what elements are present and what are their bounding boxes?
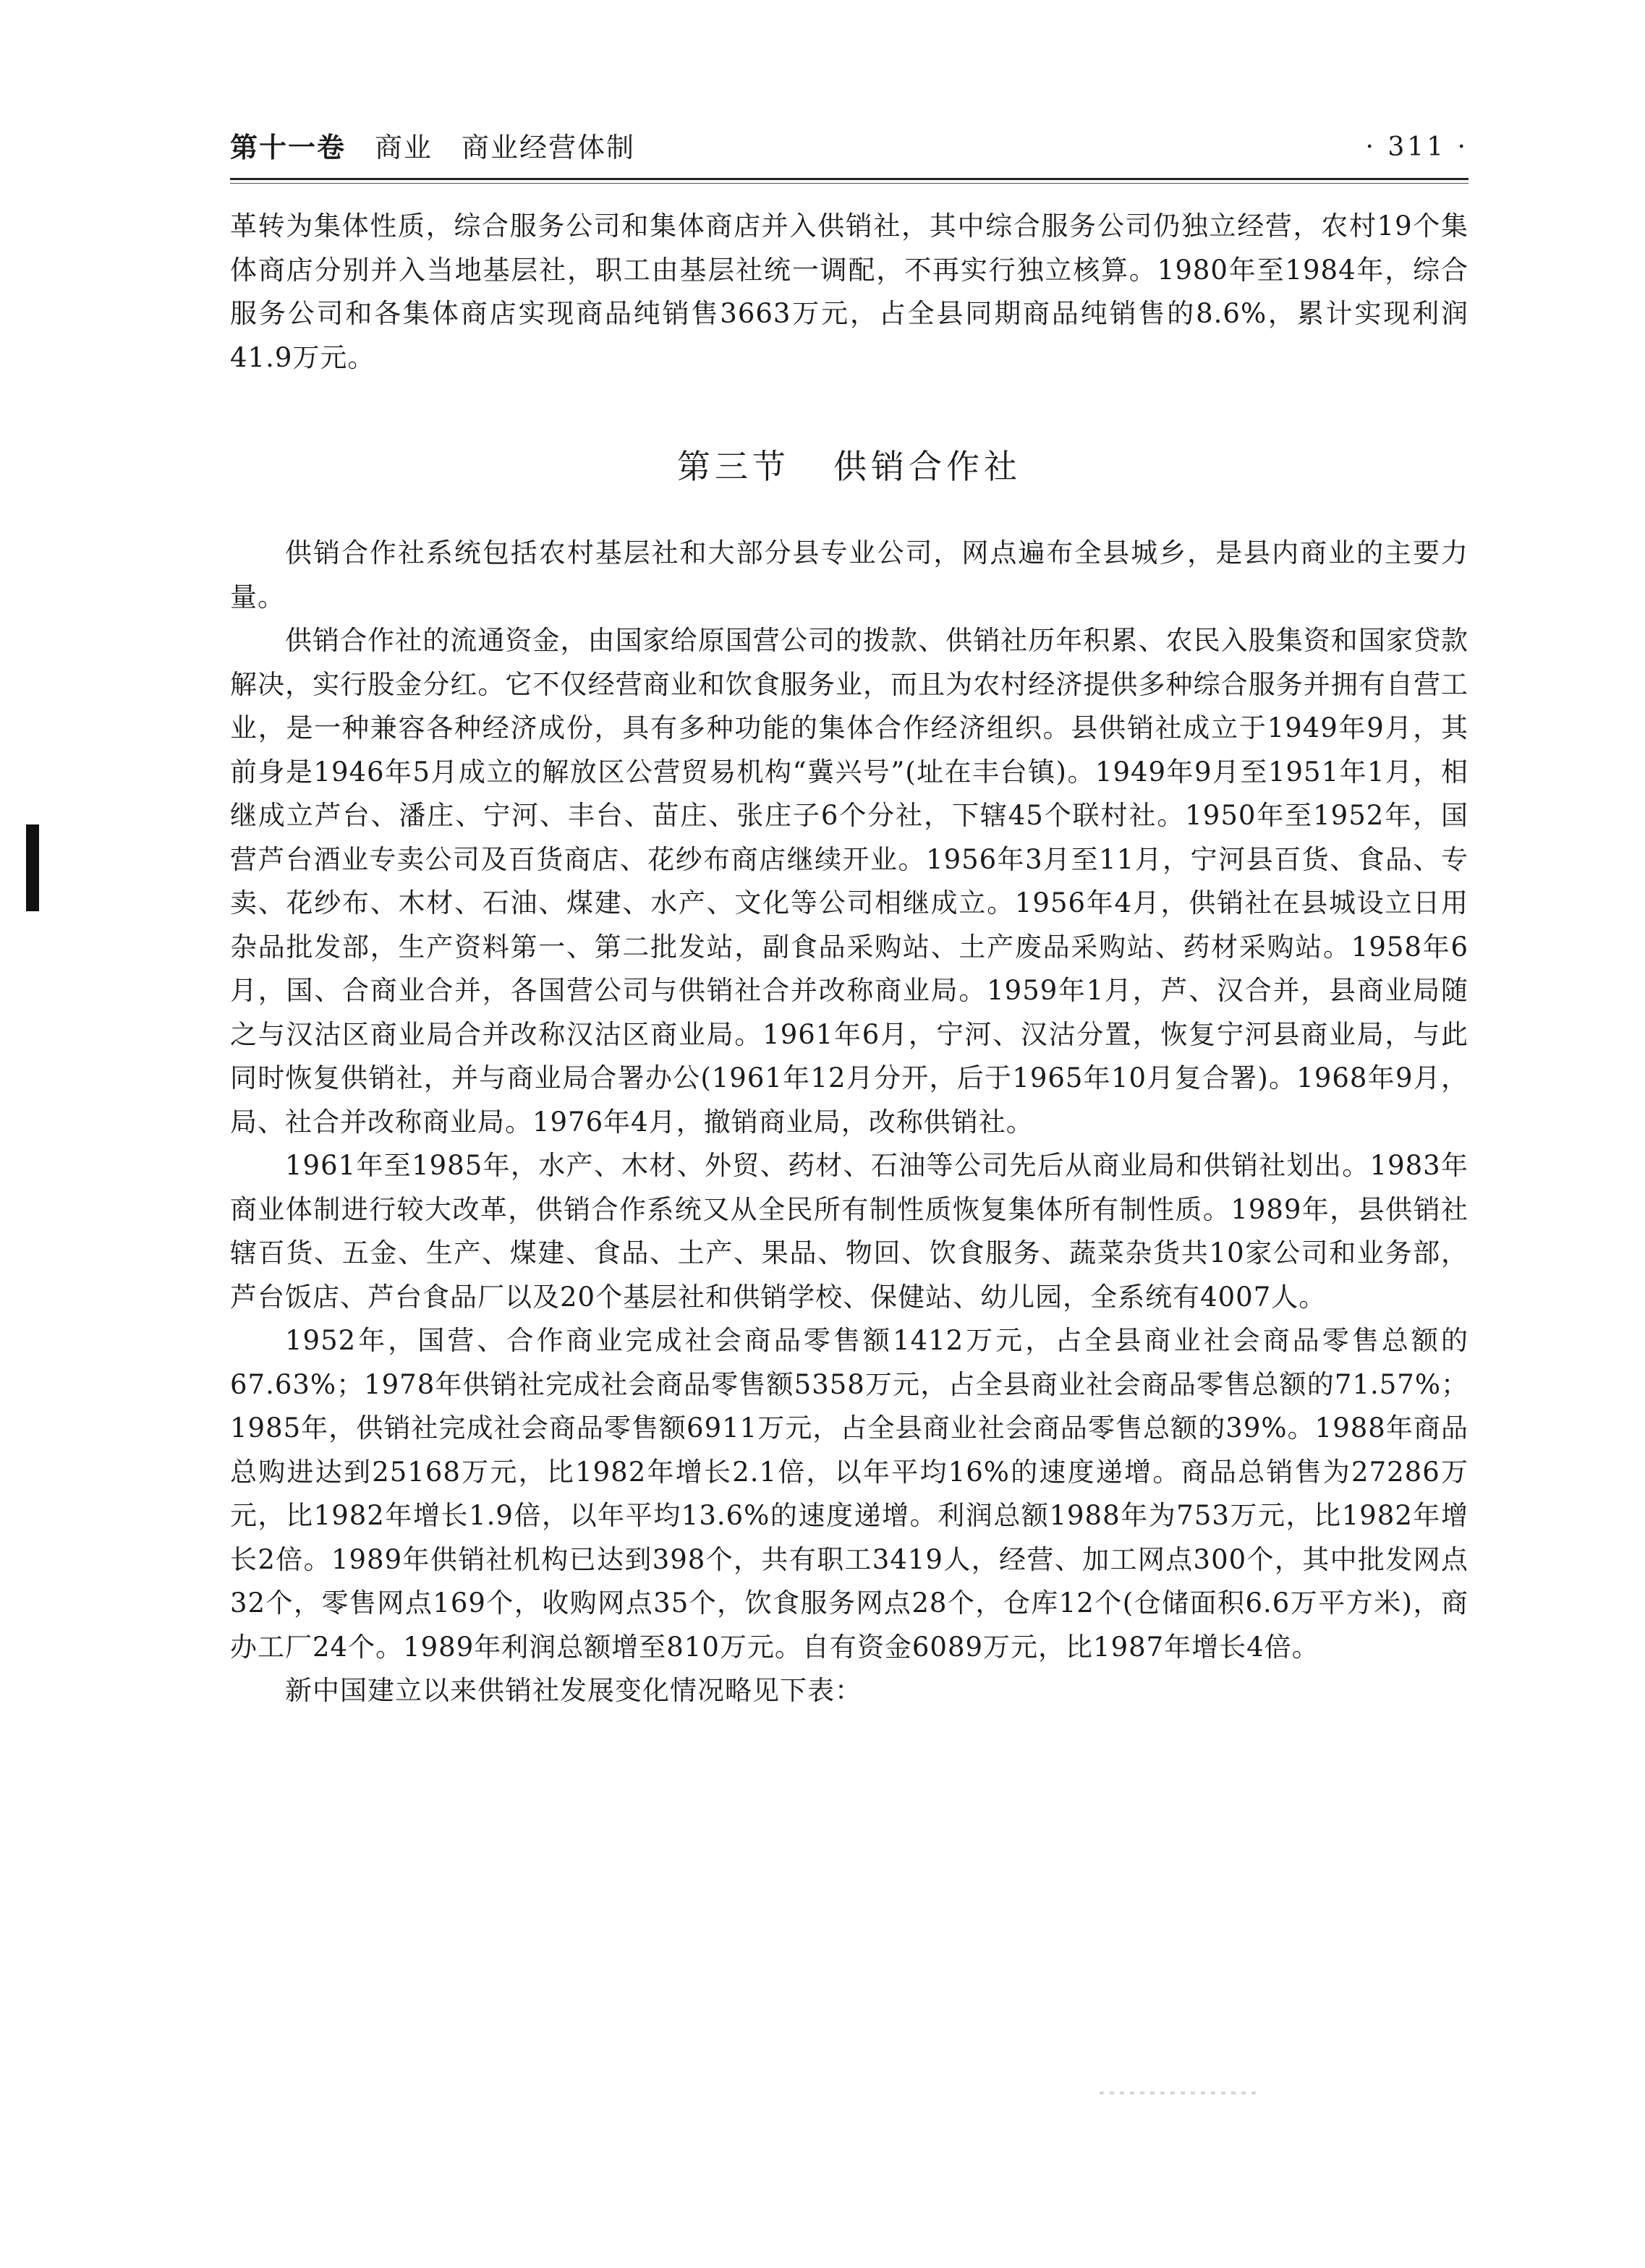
scan-margin-bar	[26, 824, 39, 911]
header-rule	[230, 178, 1468, 180]
continuation-block	[230, 205, 1468, 380]
scan-smudge	[1100, 2092, 1259, 2094]
section-number: 第三节	[677, 447, 790, 486]
header-left	[230, 130, 635, 165]
running-header	[230, 130, 1468, 174]
page-number: · 311 ·	[1365, 132, 1468, 162]
chapter-label: 商业	[375, 132, 433, 163]
paragraph: 1961年至1985年，水产、木材、外贸、药材、石油等公司先后从商业局和供销社划出。1983年商业体制进行较大改革，供销合作系统又从全民所有制性质恢复集体所有制性质。1989年，县供销社辖百货、五金、生产、煤建、食品、土产、果品、物回、饮食服务、蔬菜杂货共10家公司和业务部，芦台饭店、芦台食品厂以及20个基层社和供销学校、保健站、幼儿园，全系统有4007人。	[230, 1150, 1468, 1313]
paragraph: 供销合作社系统包括农村基层社和大部分县专业公司，网点遍布全县城乡，是县内商业的主要力量。	[230, 537, 1468, 613]
section-body	[230, 532, 1468, 1713]
header-rule-thin	[230, 183, 1468, 184]
section-heading	[230, 441, 1468, 492]
paragraph: 供销合作社的流通资金，由国家给原国营公司的拨款、供销社历年积累、农民入股集资和国家贷款解决，实行股金分红。它不仅经营商业和饮食服务业，而且为农村经济提供多种综合服务并拥有自营工业，是一种兼容各种经济成份，具有多种功能的集体合作经济组织。县供销社成立于1949年9月，其前身是1946年5月成立的解放区公营贸易机构“冀兴号”(址在丰台镇)。1949年9月至1951年1月，相继成立芦台、潘庄、宁河、丰台、苗庄、张庄子6个分社，下辖45个联村社。1950年至1952年，国营芦台酒业专卖公司及百货商店、花纱布商店继续开业。1956年3月至11月，宁河县百货、食品、专卖、花纱布、木材、石油、煤建、水产、文化等公司相继成立。1956年4月，供销社在县城设立日用杂品批发部，生产资料第一、第二批发站，副食品采购站、土产废品采购站、药材采购站。1958年6月，国、合商业合并，各国营公司与供销社合并改称商业局。1959年1月，芦、汉合并，县商业局随之与汉沽区商业局合并改称汉沽区商业局。1961年6月，宁河、汉沽分置，恢复宁河县商业局，与此同时恢复供销社，并与商业局合署办公(1961年12月分开，后于1965年10月复合署)。1968年9月，局、社合并改称商业局。1976年4月，撤销商业局，改称供销社。	[230, 625, 1468, 1138]
subject-label: 商业经营体制	[462, 132, 636, 163]
volume-label: 第十一卷	[230, 131, 347, 163]
paragraph: 1952年，国营、合作商业完成社会商品零售额1412万元，占全县商业社会商品零售总额的67.63%；1978年供销社完成社会商品零售额5358万元，占全县商业社会商品零售总额的71.57%；1985年，供销社完成社会商品零售额6911万元，占全县商业社会商品零售总额的39%。1988年商品总购进达到25168万元，比1982年增长2.1倍，以年平均16%的速度递增。商品总销售为27286万元，比1982年增长1.9倍，以年平均13.6%的速度递增。利润总额1988年为753万元，比1982年增长2倍。1989年供销社机构已达到398个，共有职工3419人，经营、加工网点300个，其中批发网点32个，零售网点169个，收购网点35个，饮食服务网点28个，仓库12个(仓储面积6.6万平方米)，商办工厂24个。1989年利润总额增至810万元。自有资金6089万元，比1987年增长4倍。	[230, 1325, 1468, 1663]
paragraph: 新中国建立以来供销社发展变化情况略见下表：	[285, 1675, 862, 1706]
continuation-paragraph: 革转为集体性质，综合服务公司和集体商店并入供销社，其中综合服务公司仍独立经营，农村19个集体商店分别并入当地基层社，职工由基层社统一调配，不再实行独立核算。1980年至1984年，综合服务公司和各集体商店实现商品纯销售3663万元，占全县同期商品纯销售的8.6%，累计实现利润41.9万元。	[230, 210, 1468, 373]
section-title: 供销合作社	[833, 447, 1021, 486]
